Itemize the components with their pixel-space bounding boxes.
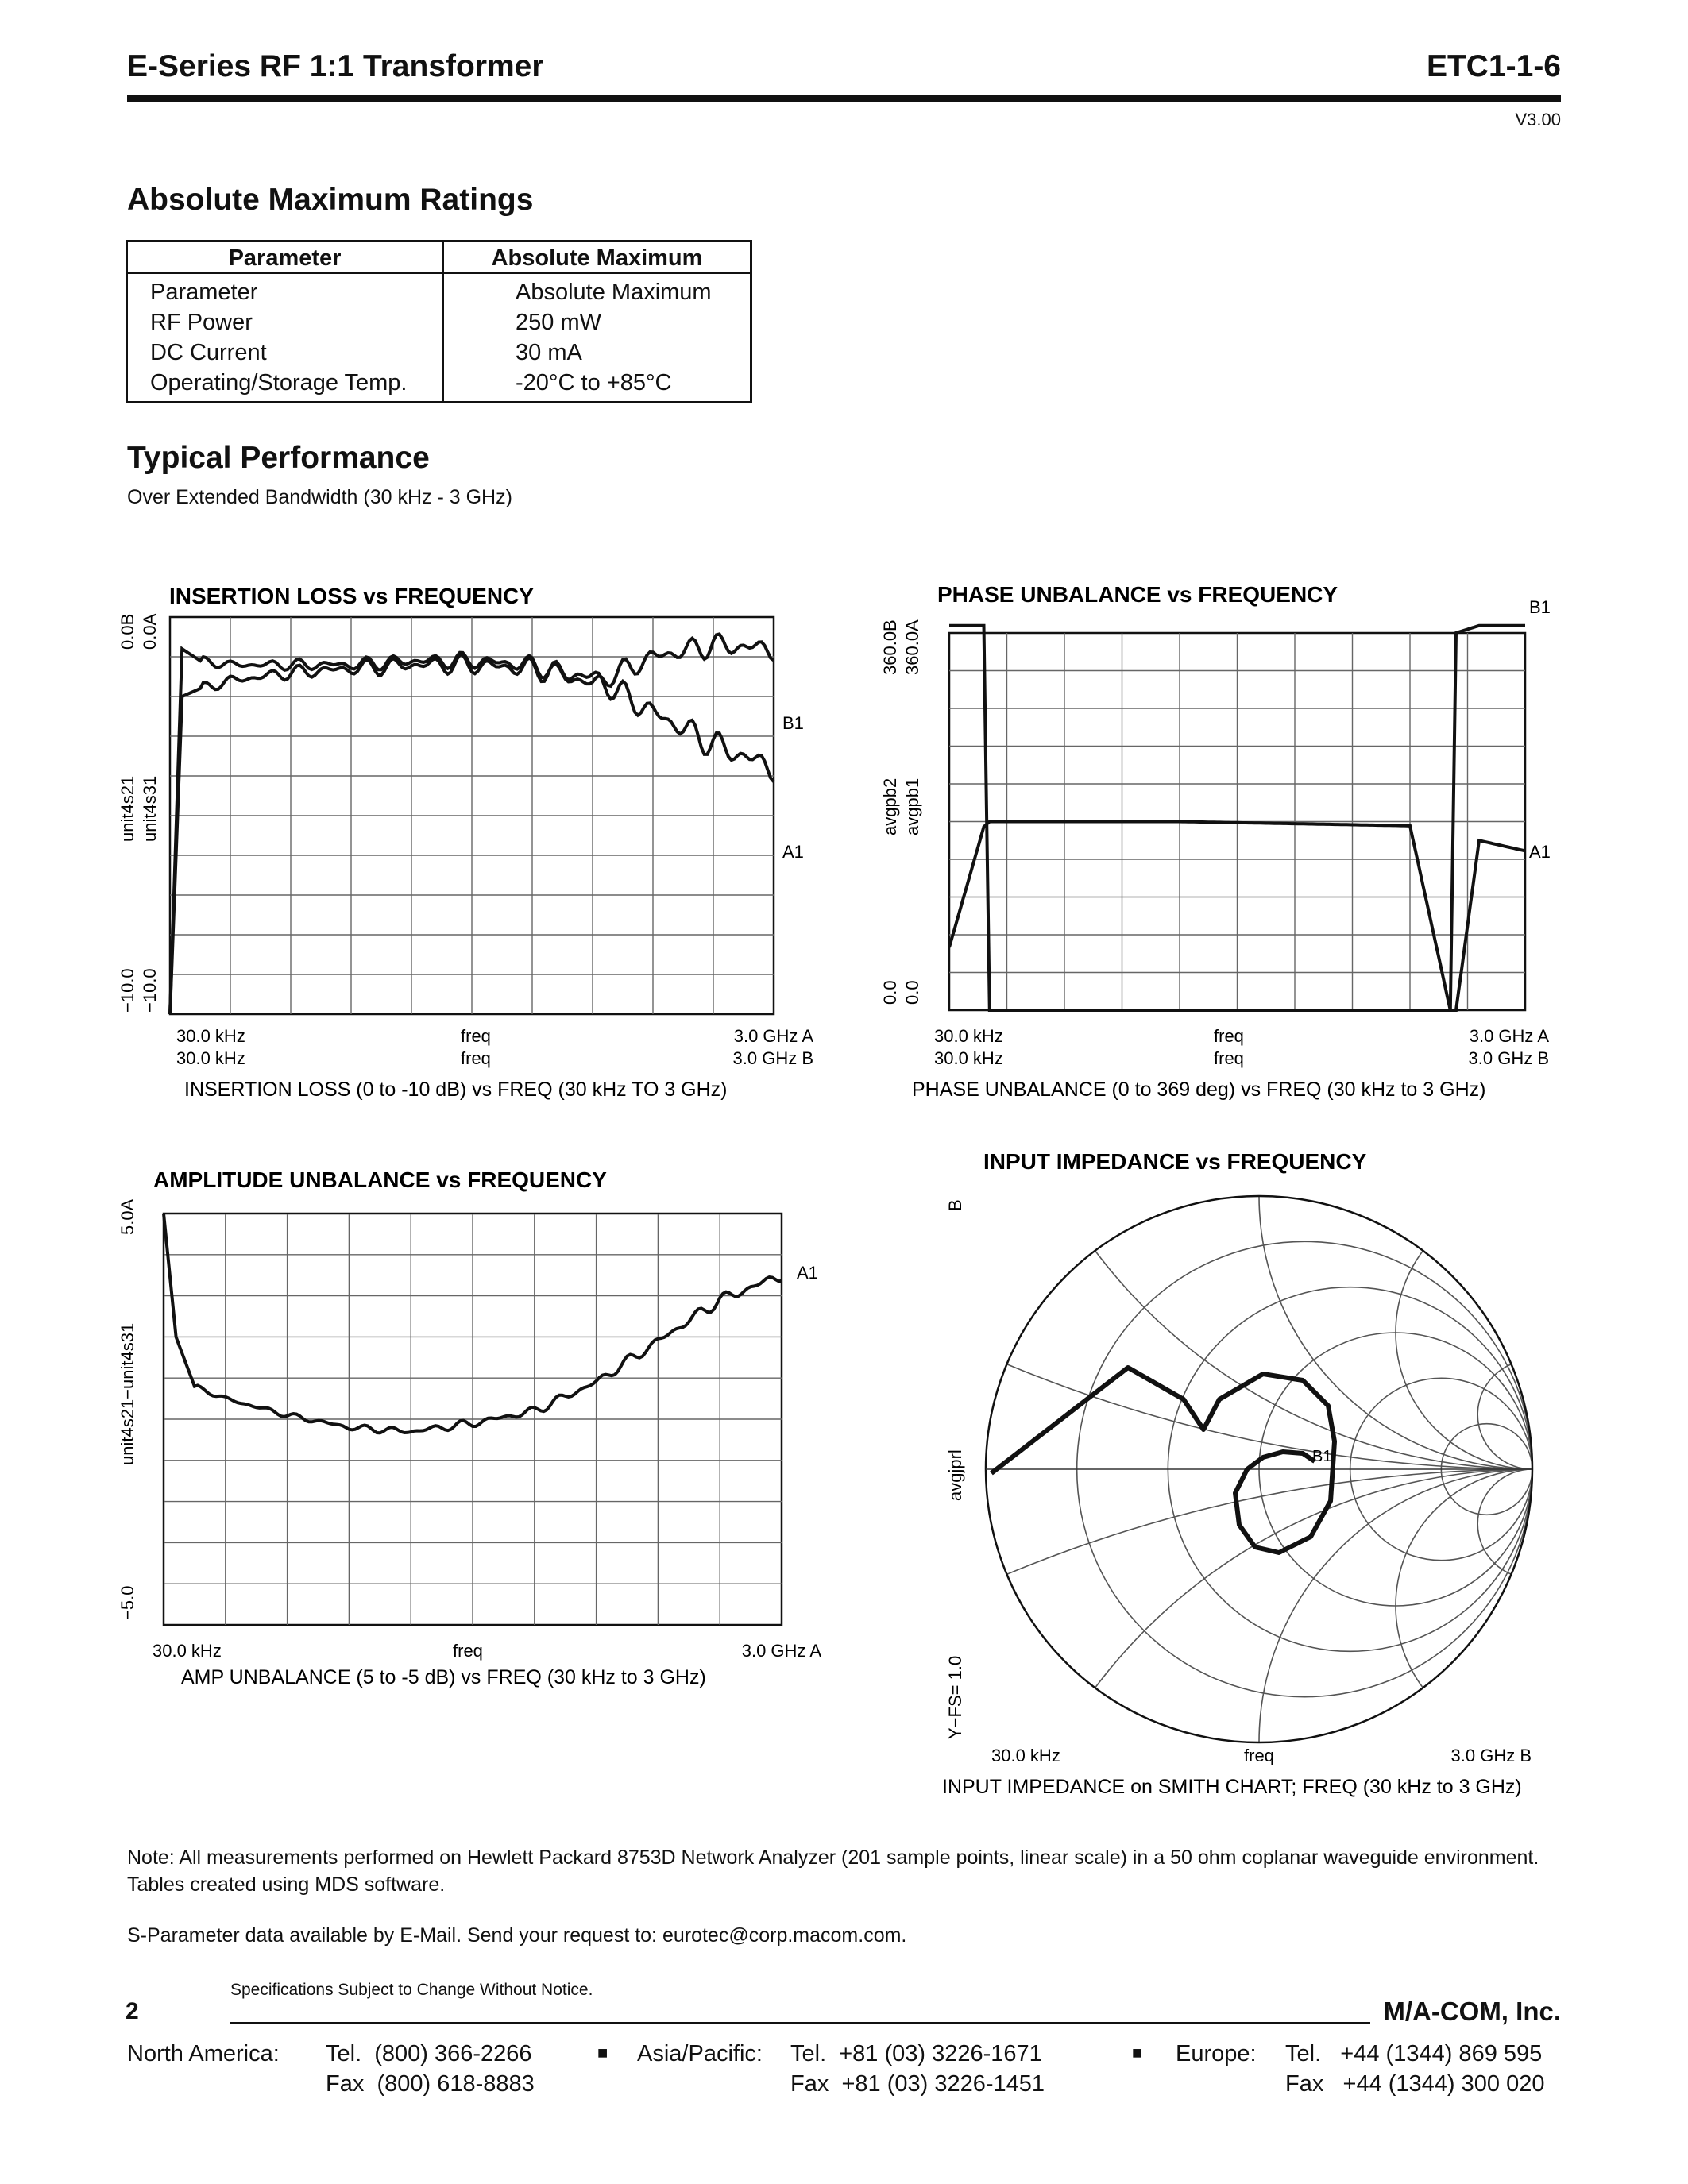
phase-x-left-b: 30.0 kHz xyxy=(934,1048,1003,1068)
smith-x-left: 30.0 kHz xyxy=(991,1746,1060,1765)
amplitude-marker-a1: A1 xyxy=(797,1263,818,1283)
page-number: 2 xyxy=(126,1998,139,2024)
smith-reactance-arc xyxy=(166,0,1688,1469)
phase-ylabel-bot-1: 0.0 xyxy=(880,980,900,1005)
amplitude-chart-title: AMPLITUDE UNBALANCE vs FREQUENCY xyxy=(153,1167,607,1192)
ratings-cell: DC Current xyxy=(127,338,443,368)
insertion-ylabel-mid-1: unit4s21 xyxy=(118,775,137,842)
insertion-chart-title: INSERTION LOSS vs FREQUENCY xyxy=(169,584,534,608)
ap-tel: Tel. +81 (03) 3226-1671 xyxy=(790,2041,1042,2066)
amplitude-ylabel-top: 5.0A xyxy=(118,1198,137,1235)
insertion-x-mid-b: freq xyxy=(461,1048,491,1068)
ratings-cell: -20°C to +85°C xyxy=(516,370,672,396)
phase-ylabel-bot-2: 0.0 xyxy=(902,980,922,1005)
insertion-x-left-a: 30.0 kHz xyxy=(176,1026,245,1046)
insertion-ylabel-bot-1: −10.0 xyxy=(118,968,137,1013)
amplitude-caption: AMP UNBALANCE (5 to -5 dB) vs FREQ (30 kHz to 3 GHz) xyxy=(181,1666,706,1688)
phase-caption: PHASE UNBALANCE (0 to 369 deg) vs FREQ (30 kHz to 3 GHz) xyxy=(912,1078,1486,1101)
na-label: North America: xyxy=(127,2041,280,2066)
performance-subtitle: Over Extended Bandwidth (30 kHz - 3 GHz) xyxy=(127,486,512,508)
smith-marker-b1: B1 xyxy=(1312,1448,1332,1465)
eu-label: Europe: xyxy=(1176,2041,1257,2066)
amplitude-x-left: 30.0 kHz xyxy=(153,1641,222,1661)
amplitude-x-right: 3.0 GHz A xyxy=(741,1641,821,1661)
insertion-x-right-a: 3.0 GHz A xyxy=(733,1026,813,1046)
insertion-ylabel-top-a: 0.0A xyxy=(140,613,160,650)
na-fax: Fax (800) 618-8883 xyxy=(326,2071,535,2097)
ratings-cell: Operating/Storage Temp. xyxy=(127,368,443,403)
smith-caption: INPUT IMPEDANCE on SMITH CHART; FREQ (30 kHz to 3 GHz) xyxy=(942,1776,1522,1798)
ratings-col-maximum: Absolute Maximum xyxy=(443,241,751,273)
phase-ylabel-top-a: 360.0A xyxy=(902,619,922,675)
smith-series-b1 xyxy=(991,1368,1335,1553)
ratings-title: Absolute Maximum Ratings xyxy=(127,183,534,217)
smith-reactance-arc xyxy=(986,376,1688,1469)
bullet-icon: ■ xyxy=(597,2043,608,2062)
measurement-note: Note: All measurements performed on Hewlett Packard 8753D Network Analyzer (201 sample points, linear scale) in a 50 ohm coplanar waveguide environment. Tables created using MDS software. xyxy=(127,1846,1539,1896)
amplitude-grid xyxy=(164,1214,782,1625)
ap-label: Asia/Pacific: xyxy=(637,2041,763,2066)
smith-ylabel-mid: avgjprl xyxy=(945,1449,965,1501)
smith-x-right: 3.0 GHz B xyxy=(1450,1746,1532,1765)
ratings-col-parameter: Parameter xyxy=(127,241,443,273)
phase-marker-b1: B1 xyxy=(1529,597,1551,617)
phase-x-mid-b: freq xyxy=(1214,1048,1244,1068)
eu-tel: Tel. +44 (1344) 869 595 xyxy=(1285,2041,1543,2066)
insertion-ylabel-bot-2: −10.0 xyxy=(140,968,160,1013)
ratings-cell: Absolute Maximum xyxy=(516,280,712,305)
smith-reactance-arc xyxy=(1396,1469,1669,1742)
insertion-x-right-b: 3.0 GHz B xyxy=(732,1048,813,1068)
insertion-marker-b1: B1 xyxy=(782,713,804,733)
phase-ylabel-mid-1: avgpb2 xyxy=(880,778,900,835)
insertion-loss-chart xyxy=(118,584,813,1101)
part-number: ETC1-1-6 xyxy=(1426,49,1561,83)
eu-fax: Fax +44 (1344) 300 020 xyxy=(1285,2071,1545,2097)
ratings-cell: RF Power xyxy=(127,307,443,338)
phase-unbalance-chart xyxy=(880,582,1551,1101)
smith-ylabel-bot: Y−FS= 1.0 xyxy=(945,1655,965,1739)
company-name: M/A-COM, Inc. xyxy=(1383,1997,1561,2026)
insertion-x-left-b: 30.0 kHz xyxy=(176,1048,245,1068)
amplitude-ylabel-mid: unit4s21−unit4s31 xyxy=(118,1322,137,1465)
phase-marker-a1: A1 xyxy=(1529,842,1551,862)
phase-x-mid-a: freq xyxy=(1214,1026,1244,1046)
ratings-cell: Parameter xyxy=(127,273,443,308)
phase-ylabel-mid-2: avgpb1 xyxy=(902,778,922,835)
footer-rule xyxy=(230,2022,1370,2024)
smith-chart-title: INPUT IMPEDANCE vs FREQUENCY xyxy=(983,1149,1367,1174)
insertion-ylabel-top-b: 0.0B xyxy=(118,613,137,650)
phase-x-right-b: 3.0 GHz B xyxy=(1468,1048,1549,1068)
smith-ylabel-top: B xyxy=(945,1199,965,1211)
smith-reactance-arc xyxy=(1396,1196,1669,1469)
ap-fax: Fax +81 (03) 3226-1451 xyxy=(790,2071,1045,2097)
bullet-icon: ■ xyxy=(1132,2043,1143,2062)
document-title: E-Series RF 1:1 Transformer xyxy=(127,49,544,83)
amplitude-unbalance-chart xyxy=(118,1167,821,1688)
smith-x-mid: freq xyxy=(1244,1746,1274,1765)
amplitude-ylabel-bot: −5.0 xyxy=(118,1585,137,1620)
insertion-marker-a1: A1 xyxy=(782,842,804,862)
performance-title: Typical Performance xyxy=(127,441,430,475)
phase-ylabel-top-b: 360.0B xyxy=(880,619,900,675)
na-tel: Tel. (800) 366-2266 xyxy=(326,2041,532,2066)
phase-chart-title: PHASE UNBALANCE vs FREQUENCY xyxy=(937,582,1338,607)
version-label: V3.00 xyxy=(1515,110,1561,129)
phase-x-right-a: 3.0 GHz A xyxy=(1469,1026,1549,1046)
footer-notice: Specifications Subject to Change Without Notice. xyxy=(230,1981,593,1999)
sparam-note: S-Parameter data available by E-Mail. Send your request to: eurotec@corp.macom.com. xyxy=(127,1924,907,1947)
smith-reactance-arc xyxy=(1259,923,1688,1469)
insertion-x-mid-a: freq xyxy=(461,1026,491,1046)
insertion-caption: INSERTION LOSS (0 to -10 dB) vs FREQ (30 kHz TO 3 GHz) xyxy=(184,1078,728,1101)
phase-x-left-a: 30.0 kHz xyxy=(934,1026,1003,1046)
amplitude-x-mid: freq xyxy=(453,1641,483,1661)
insertion-ylabel-mid-2: unit4s31 xyxy=(140,775,160,842)
ratings-cell: 30 mA xyxy=(516,340,582,365)
ratings-cell: 250 mW xyxy=(516,310,601,335)
